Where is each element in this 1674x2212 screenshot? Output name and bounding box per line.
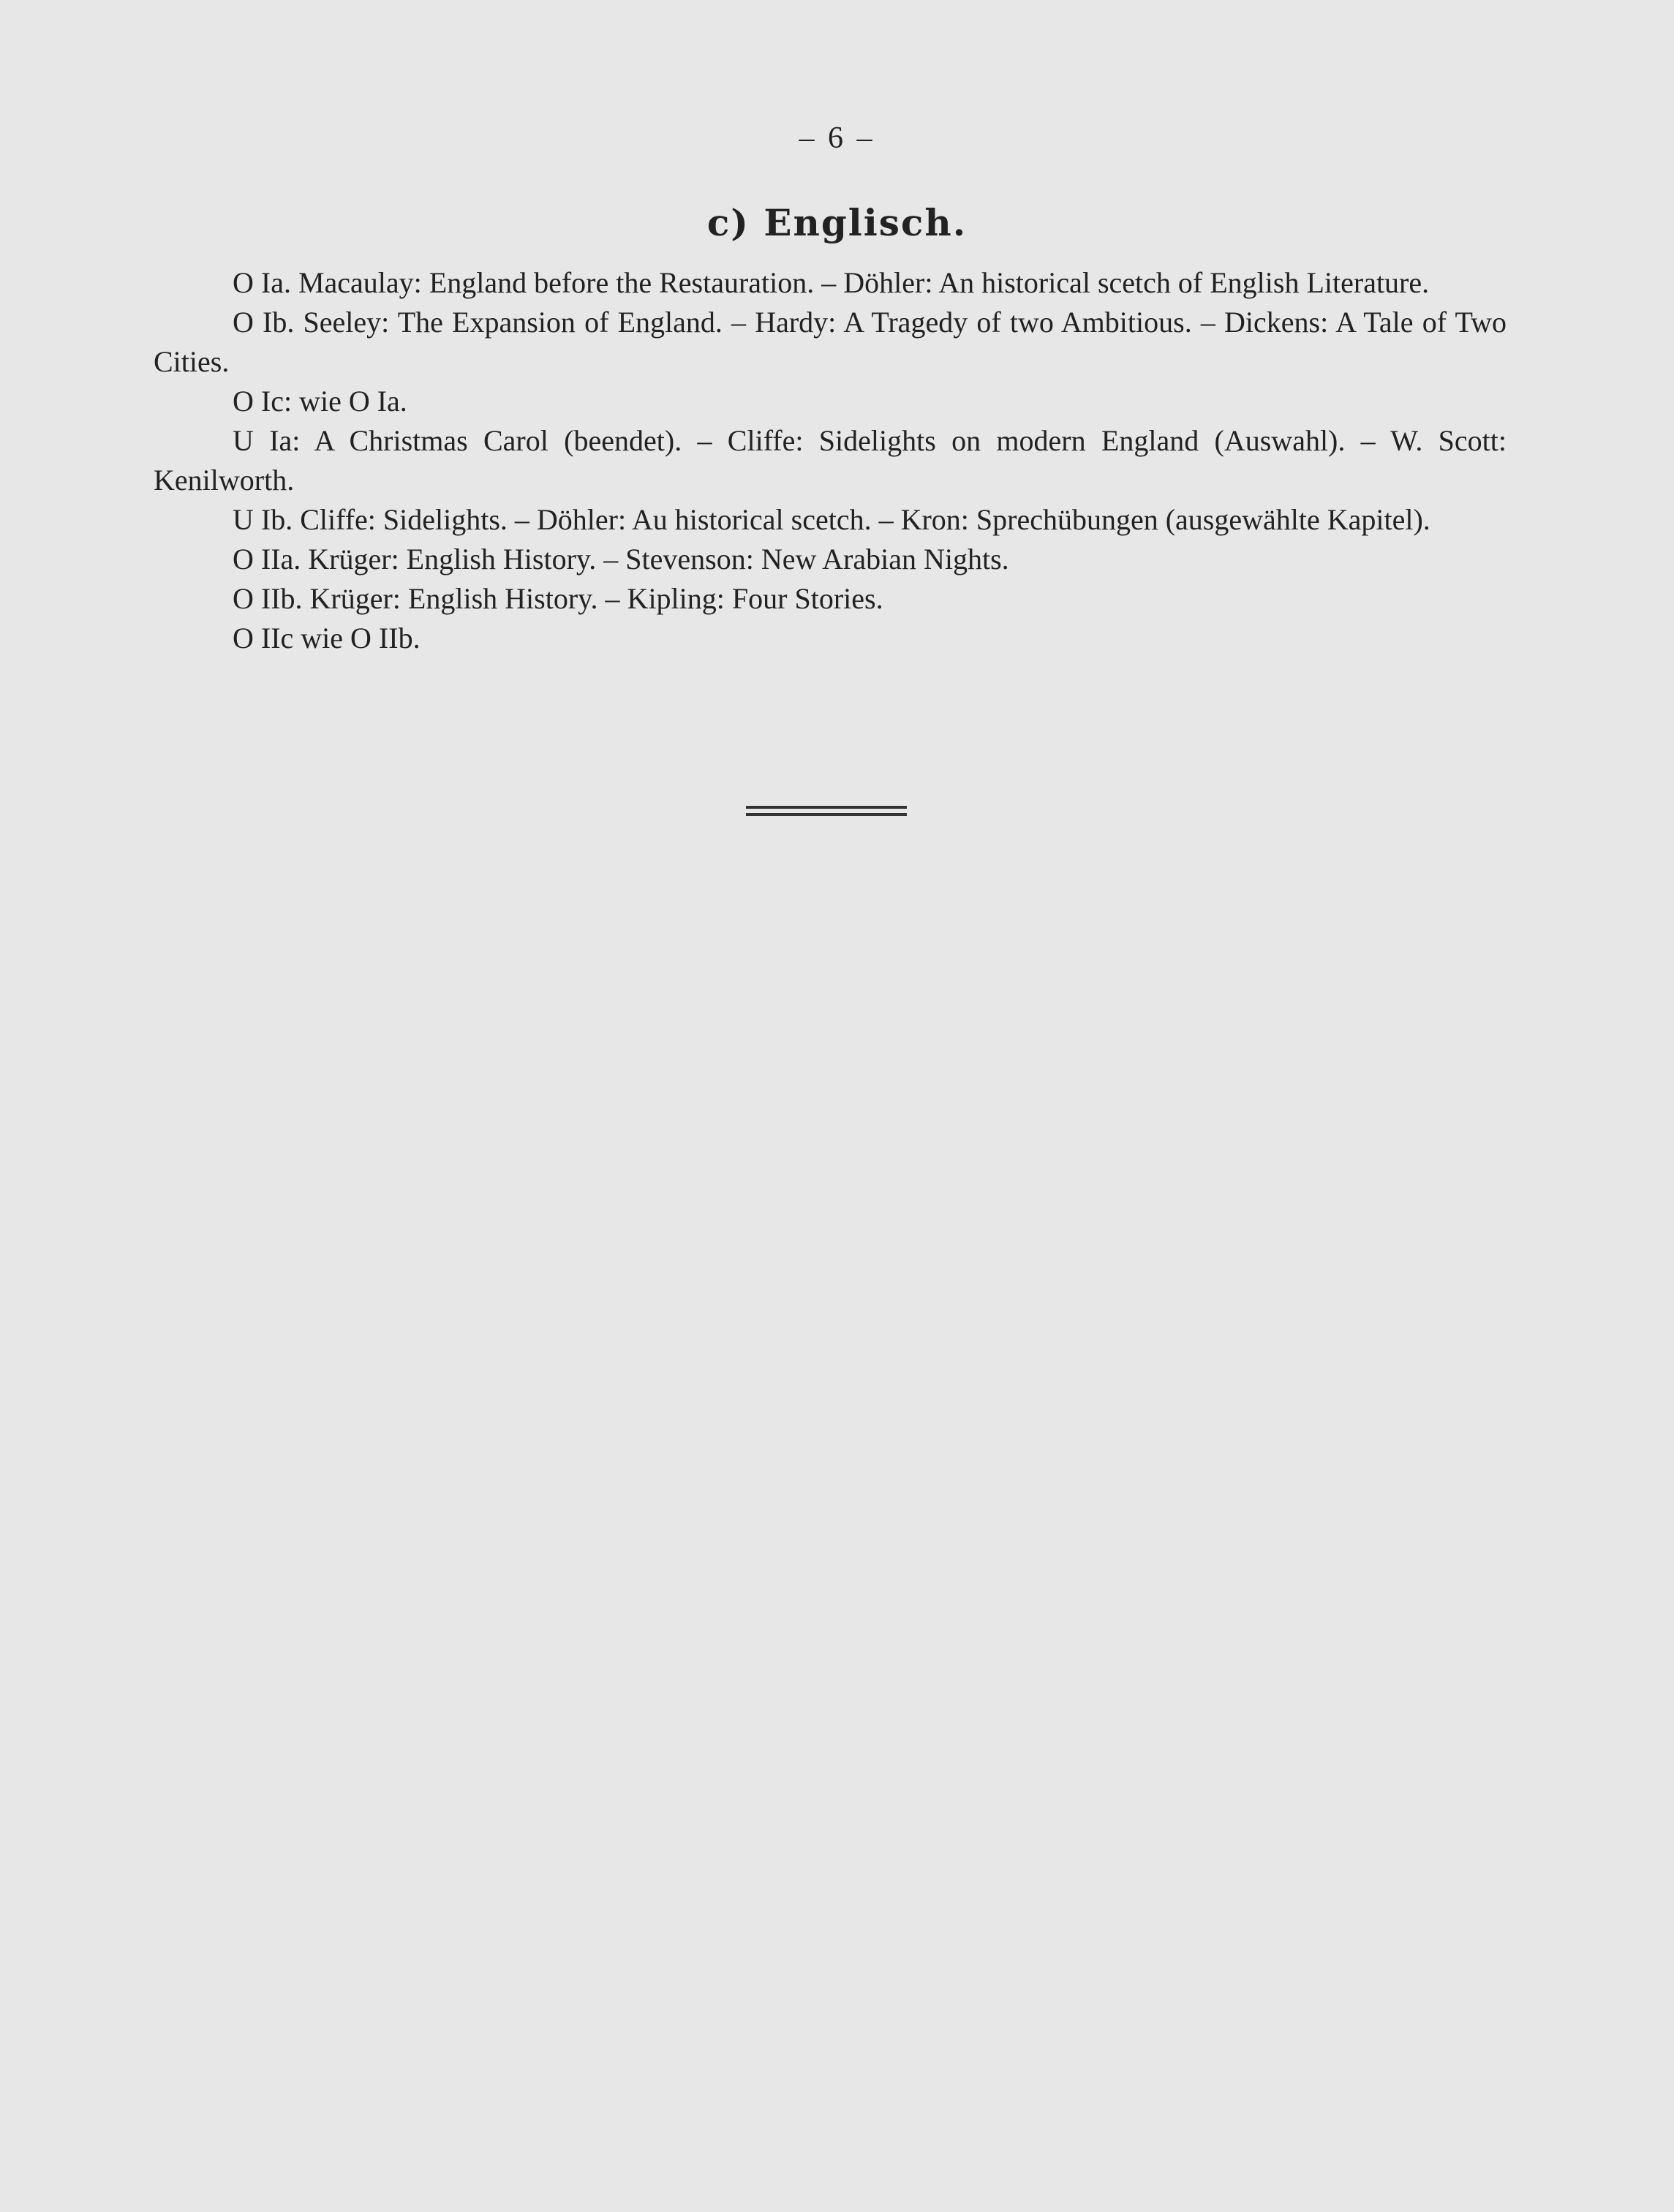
entry-o-ic: O Ic: wie O Ia.: [233, 385, 407, 418]
entry-o-iib: O IIb. Krüger: English History. – Kipling: Four Stories.: [233, 582, 883, 615]
double-rule-divider: [746, 806, 907, 816]
page-number: – 6 –: [799, 121, 875, 155]
entry-o-iia: O IIa. Krüger: English History. – Stevenson: New Arabian Nights.: [233, 543, 1009, 575]
reading-list: [154, 263, 1507, 658]
section-heading: c) Englisch.: [706, 201, 968, 244]
entry-o-ia: O Ia. Macaulay: England before the Restauration. – Döhler: An historical scetch of English Literature.: [233, 266, 1430, 299]
entry-o-ib: O Ib. Seeley: The Expansion of England. – Hardy: A Tragedy of two Ambitious. – Dickens: A Tale of Two Cities.: [154, 306, 1507, 378]
entry-u-ib: U Ib. Cliffe: Sidelights. – Döhler: Au historical scetch. – Kron: Sprechübungen (ausgewählte Kapitel).: [233, 503, 1430, 536]
entry-u-ia: U Ia: A Christmas Carol (beendet). – Cliffe: Sidelights on modern England (Auswahl). – W. Scott: Kenilworth.: [154, 424, 1507, 497]
entry-o-iic: O IIc wie O IIb.: [233, 622, 421, 654]
